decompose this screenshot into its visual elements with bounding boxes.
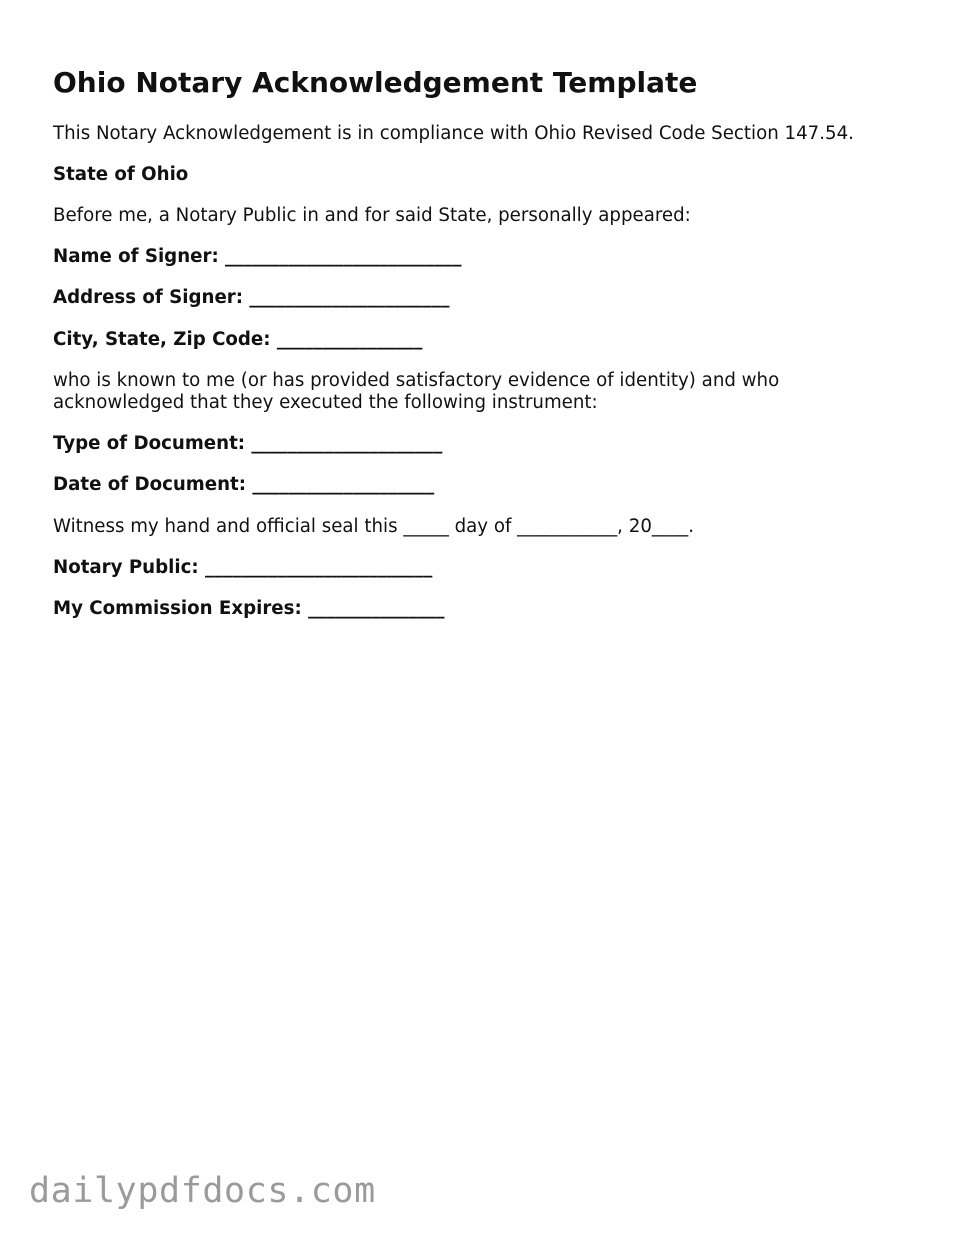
identity-statement: who is known to me (or has provided satisfactory evidence of identity) and who acknowledged that they executed the following instrument: [53,370,780,413]
city-state-zip-field: City, State, Zip Code: ________________ [53,329,423,350]
witness-statement: Witness my hand and official seal this _____ day of ___________, 20____. [53,516,695,537]
page-title: Ohio Notary Acknowledgement Template [53,66,698,99]
notary-public-field: Notary Public: _________________________ [53,557,433,578]
name-of-signer-field: Name of Signer: __________________________ [53,246,462,267]
state-heading: State of Ohio [53,164,189,185]
commission-expires-field: My Commission Expires: _______________ [53,598,445,619]
compliance-statement: This Notary Acknowledgement is in compliance with Ohio Revised Code Section 147.54. [53,123,854,144]
address-of-signer-field: Address of Signer: ______________________ [53,287,450,308]
date-of-document-field: Date of Document: ____________________ [53,474,435,495]
type-of-document-field: Type of Document: _____________________ [53,433,443,454]
appearance-statement: Before me, a Notary Public in and for said State, personally appeared: [53,205,691,226]
watermark: dailypdfdocs.com [29,1171,376,1211]
